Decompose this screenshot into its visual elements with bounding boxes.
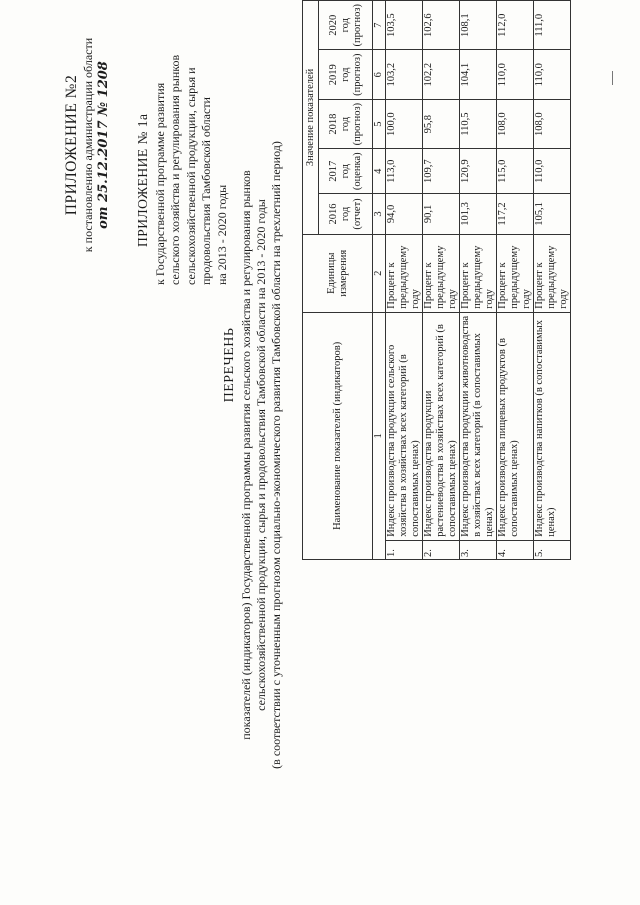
year-label: 2020: [327, 14, 339, 36]
scan-mark: [612, 71, 613, 85]
column-number: 4: [373, 149, 386, 194]
document-subtitle: [239, 45, 284, 865]
value-2018: 108,0: [534, 99, 571, 148]
value-2019: 103,2: [386, 50, 423, 99]
header-year: [319, 149, 373, 194]
header-year: [319, 1, 373, 50]
year-label: 2018: [327, 113, 339, 135]
header-year: [319, 194, 373, 235]
table-row: [423, 1, 460, 560]
unit-cell: Процент к предыдущему году: [423, 234, 460, 312]
value-2018: 95,8: [423, 99, 460, 148]
indicator-name: Индекс производства продукции сельского хозяйства в хозяйствах всех категорий (в сопоставимых ценах): [386, 312, 423, 540]
unit-cell: Процент к предыдущему году: [386, 234, 423, 312]
row-number: 3.: [460, 540, 497, 559]
value-2020: 108,1: [460, 1, 497, 50]
value-2020: 111,0: [534, 1, 571, 50]
year-unit: год: [339, 206, 351, 222]
row-number: 4.: [497, 540, 534, 559]
column-number: 6: [373, 50, 386, 99]
year-label: 2017: [327, 160, 339, 182]
value-2020: 102,6: [423, 1, 460, 50]
year-unit: год: [339, 18, 351, 33]
table-row: [386, 1, 423, 560]
year-note: (отчет): [351, 198, 363, 230]
table-row: [460, 1, 497, 560]
handwritten-date-number: от 25.12.2017 № 1208: [96, 61, 111, 229]
annex-block: [135, 15, 230, 285]
annex-line: сельского хозяйства и регулирования рынков: [168, 54, 182, 285]
value-2019: 102,2: [423, 50, 460, 99]
header-year: [319, 99, 373, 148]
year-unit: год: [339, 67, 351, 82]
annex-heading: ПРИЛОЖЕНИЕ № 1а: [135, 113, 150, 247]
unit-cell: Процент к предыдущему году: [460, 234, 497, 312]
unit-cell: Процент к предыдущему году: [534, 234, 571, 312]
appendix-number: ПРИЛОЖЕНИЕ №2: [63, 74, 80, 216]
year-unit: год: [339, 116, 351, 132]
year-unit: год: [339, 164, 351, 179]
annex-line: продовольствия Тамбовской области: [199, 97, 213, 285]
column-number: 1: [373, 312, 386, 559]
value-2019: 104,1: [460, 50, 497, 99]
appendix-block: [64, 15, 112, 275]
value-2018: 108,0: [497, 99, 534, 148]
year-label: 2019: [327, 64, 339, 86]
column-number: 2: [373, 234, 386, 312]
row-number: 5.: [534, 540, 571, 559]
value-2019: 110,0: [497, 50, 534, 99]
year-note: (прогноз): [351, 53, 363, 96]
appendix-decree-line: к постановлению администрации области: [81, 37, 95, 253]
subtitle-line: (в соответствии с уточненным прогнозом социально-экономического развития Тамбовской области на трехлетний период): [269, 141, 283, 769]
column-number: 5: [373, 99, 386, 148]
indicator-name: Индекс производства продукции животноводства в хозяйствах всех категорий (в сопоставимых ценах): [460, 312, 497, 540]
value-2020: 112,0: [497, 1, 534, 50]
header-year: [319, 50, 373, 99]
year-note: (прогноз): [351, 4, 363, 47]
row-number: 1.: [386, 540, 423, 559]
value-2017: 110,0: [534, 149, 571, 194]
year-note: (оценка): [351, 152, 363, 191]
value-2017: 109,7: [423, 149, 460, 194]
header-name: Наименование показателей (индикаторов): [303, 312, 373, 559]
table-row: [534, 1, 571, 560]
value-2016: 94,0: [386, 194, 423, 235]
header-values-group: Значение показателей: [303, 1, 319, 235]
value-2018: 110,5: [460, 99, 497, 148]
annex-line: сельскохозяйственной продукции, сырья и: [183, 67, 198, 285]
subtitle-line: сельскохозяйственной продукции, сырья и продовольствия Тамбовской области на 2013 - 2020 годы: [254, 199, 268, 711]
annex-line: к Государственной программе развития: [152, 82, 167, 285]
year-label: 2016: [327, 203, 339, 225]
value-2017: 115,0: [497, 149, 534, 194]
value-2016: 117,2: [497, 194, 534, 235]
value-2016: 101,3: [460, 194, 497, 235]
table-row: [497, 1, 534, 560]
subtitle-line: показателей (индикаторов) Государственной программы развития сельского хозяйства и регулирования рынков: [239, 170, 253, 740]
value-2016: 90,1: [423, 194, 460, 235]
year-note: (прогноз): [351, 102, 363, 146]
indicator-name: Индекс производства продукции растениеводства в хозяйствах всех категорий (в сопоставимых ценах): [423, 312, 460, 540]
unit-cell: Процент к предыдущему году: [497, 234, 534, 312]
document-title: ПЕРЕЧЕНЬ: [222, 327, 237, 403]
indicator-name: Индекс производства напитков (в сопоставимых ценах): [534, 312, 571, 540]
indicators-table: [302, 0, 571, 560]
value-2019: 110,0: [534, 50, 571, 99]
value-2016: 105,1: [534, 194, 571, 235]
value-2018: 100,0: [386, 99, 423, 148]
column-number: 3: [373, 194, 386, 235]
value-2020: 103,5: [386, 1, 423, 50]
annex-line: на 2013 - 2020 годы: [214, 184, 229, 285]
header-units: Единицы измерения: [303, 234, 373, 312]
indicator-name: Индекс производства пищевых продуктов (в сопоставимых ценах): [497, 312, 534, 540]
value-2017: 113,0: [386, 149, 423, 194]
row-number: 2.: [423, 540, 460, 559]
value-2017: 120,9: [460, 149, 497, 194]
column-number: 7: [373, 1, 386, 50]
